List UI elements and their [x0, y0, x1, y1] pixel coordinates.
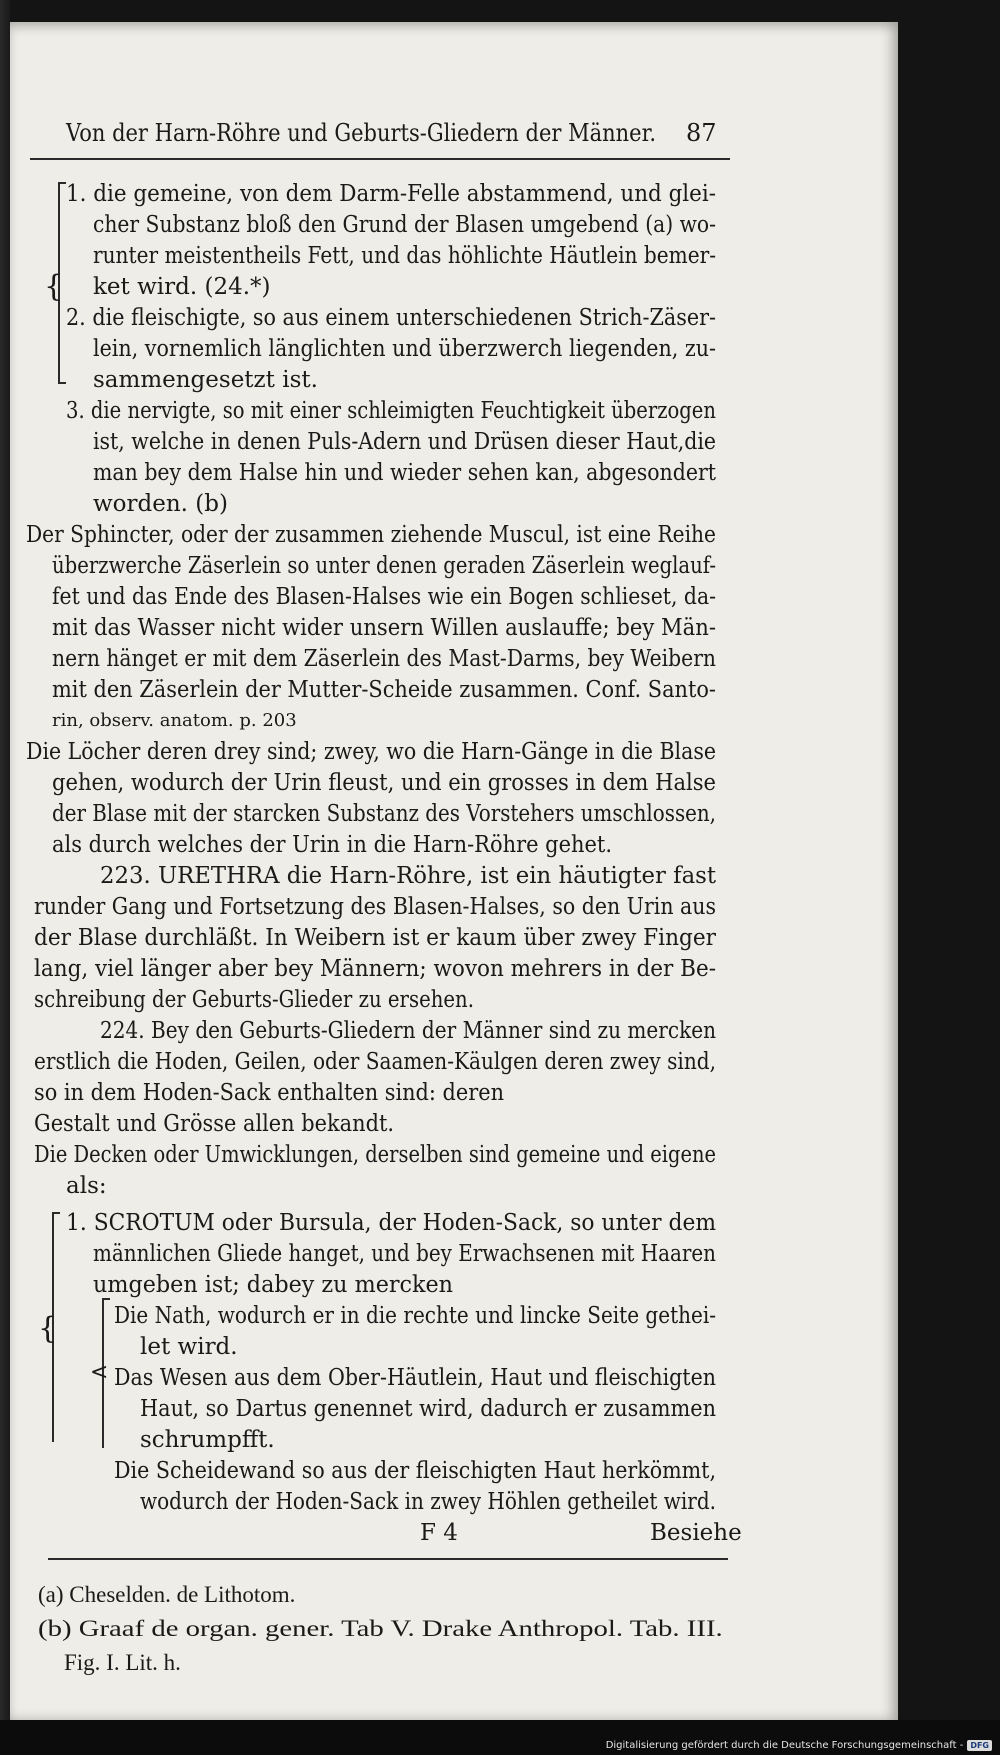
page-number: 87: [686, 119, 717, 147]
text-line-10: man bey dem Halse hin und wieder sehen kan, abgesondert: [93, 460, 716, 486]
text-line-9: ist, welche in denen Puls-Adern und Drüsen dieser Haut,die: [93, 429, 716, 455]
text-line-26: lang, viel länger aber bey Männern; wovon mehrers in der Be-: [34, 956, 716, 982]
text-line-36: umgeben ist; dabey zu mercken: [93, 1272, 453, 1298]
signature-line: [10, 1516, 898, 1551]
text-line-21: der Blase mit der starcken Substanz des Vorstehers umschlossen,: [52, 801, 716, 827]
header-rule: [30, 158, 730, 160]
text-line-25: der Blase durchläßt. In Weibern ist er kaum über zwey Finger: [34, 925, 716, 951]
text-line-1: 1. die gemeine, von dem Darm-Felle abstammend, und glei-: [66, 181, 716, 207]
text-line-3: runter meistentheils Fett, und das höhlichte Häutlein bemer-: [93, 243, 716, 269]
text-line-41: schrumpfft.: [140, 1427, 275, 1453]
text-line-18: rin, observ. anatom. p. 203: [52, 710, 297, 731]
text-line-32: Die Decken oder Umwicklungen, derselben sind gemeine und eigene: [34, 1142, 716, 1168]
funding-credit: [606, 1740, 992, 1751]
signature-mark: F 4: [420, 1520, 458, 1546]
text-line-43: wodurch der Hoden-Sack in zwey Höhlen getheilet wird.: [140, 1489, 716, 1515]
text-line-30: so in dem Hoden-Sack enthalten sind: deren: [34, 1080, 504, 1106]
text-line-24: runder Gang und Fortsetzung des Blasen-Halses, so den Urin aus: [34, 894, 716, 920]
text-line-38: let wird.: [140, 1334, 238, 1360]
text-line-17: mit den Zäserlein der Mutter-Scheide zusammen. Conf. Santo-: [52, 677, 716, 703]
footnote-rule: [48, 1558, 728, 1560]
text-line-27: schreibung der Geburts-Glieder zu ersehen.: [34, 987, 474, 1013]
footnote-b: (b) Graaf de organ. gener. Tab V. Drake Anthropol. Tab. III.: [38, 1616, 723, 1641]
book-page: [10, 22, 898, 1720]
text-line-31: Gestalt und Grösse allen bekandt.: [34, 1111, 394, 1137]
text-line-23: 223. URETHRA die Harn-Röhre, ist ein häutigter fast: [100, 863, 716, 889]
text-line-22: als durch welches der Urin in die Harn-Röhre gehet.: [52, 832, 612, 858]
text-line-4: ket wird. (24.*): [93, 274, 271, 300]
bottom-bar: [0, 1720, 1000, 1755]
header-title: Von der Harn-Röhre und Geburts-Gliedern der Männer.: [66, 119, 656, 147]
text-line-14: fet und das Ende des Blasen-Halses wie ein Bogen schlieset, da-: [52, 584, 716, 610]
dfg-logo-icon: DFG: [967, 1740, 992, 1751]
text-line-39: Das Wesen aus dem Ober-Häutlein, Haut und fleischigten: [114, 1365, 716, 1391]
text-line-29: erstlich die Hoden, Geilen, oder Saamen-Käulgen deren zwey sind,: [34, 1049, 716, 1075]
text-line-5: 2. die fleischigte, so aus einem unterschiedenen Strich-Zäser-: [66, 305, 716, 331]
text-line-28: 224. Bey den Geburts-Gliedern der Männer sind zu mercken: [100, 1018, 716, 1044]
text-line-2: cher Substanz bloß den Grund der Blasen umgebend (a) wo-: [93, 212, 716, 238]
credit-text: Digitalisierung gefördert durch die Deutsche Forschungsgemeinschaft -: [605, 1740, 964, 1751]
text-line-40: Haut, so Dartus genennet wird, dadurch er zusammen: [140, 1396, 716, 1422]
text-line-42: Die Scheidewand so aus der fleischigten Haut herkömmt,: [114, 1458, 716, 1484]
footnote-a: (a) Cheselden. de Lithotom.: [38, 1582, 296, 1607]
footnote-b-cont: Fig. I. Lit. h.: [64, 1650, 181, 1675]
text-line-6: lein, vornemlich länglichten und überzwerch liegenden, zu-: [93, 336, 716, 362]
sub-brace: <: [90, 1360, 109, 1385]
text-line-33: als:: [66, 1173, 107, 1199]
text-line-7: sammengesetzt ist.: [93, 367, 318, 393]
list-brace: {: [44, 269, 64, 304]
catchword: Besiehe: [650, 1520, 742, 1546]
text-line-12: Der Sphincter, oder der zusammen ziehende Muscul, ist eine Reihe: [26, 522, 716, 548]
text-line-11: worden. (b): [93, 491, 228, 517]
text-line-20: gehen, wodurch der Urin fleust, und ein grosses in dem Halse: [52, 770, 716, 796]
text-line-34: 1. SCROTUM oder Bursula, der Hoden-Sack, so unter dem: [66, 1210, 716, 1236]
text-line-16: nern hänget er mit dem Zäserlein des Mast-Darms, bey Weibern: [52, 646, 716, 672]
text-line-15: mit das Wasser nicht wider unsern Willen auslauffe; bey Män-: [52, 615, 716, 641]
left-dark-strip: [0, 0, 10, 1720]
text-line-35: männlichen Gliede hanget, und bey Erwachsenen mit Haaren: [93, 1241, 716, 1267]
text-line-8: 3. die nervigte, so mit einer schleimigten Feuchtigkeit überzogen: [66, 398, 716, 424]
text-line-37: Die Nath, wodurch er in die rechte und lincke Seite gethei-: [114, 1303, 716, 1329]
text-line-13: überzwerche Zäserlein so unter denen geraden Zäserlein weglauf-: [52, 553, 716, 579]
scrotum-brace: {: [38, 1311, 58, 1346]
text-line-19: Die Löcher deren drey sind; zwey, wo die Harn-Gänge in die Blase: [26, 739, 716, 765]
running-header: [10, 116, 898, 151]
